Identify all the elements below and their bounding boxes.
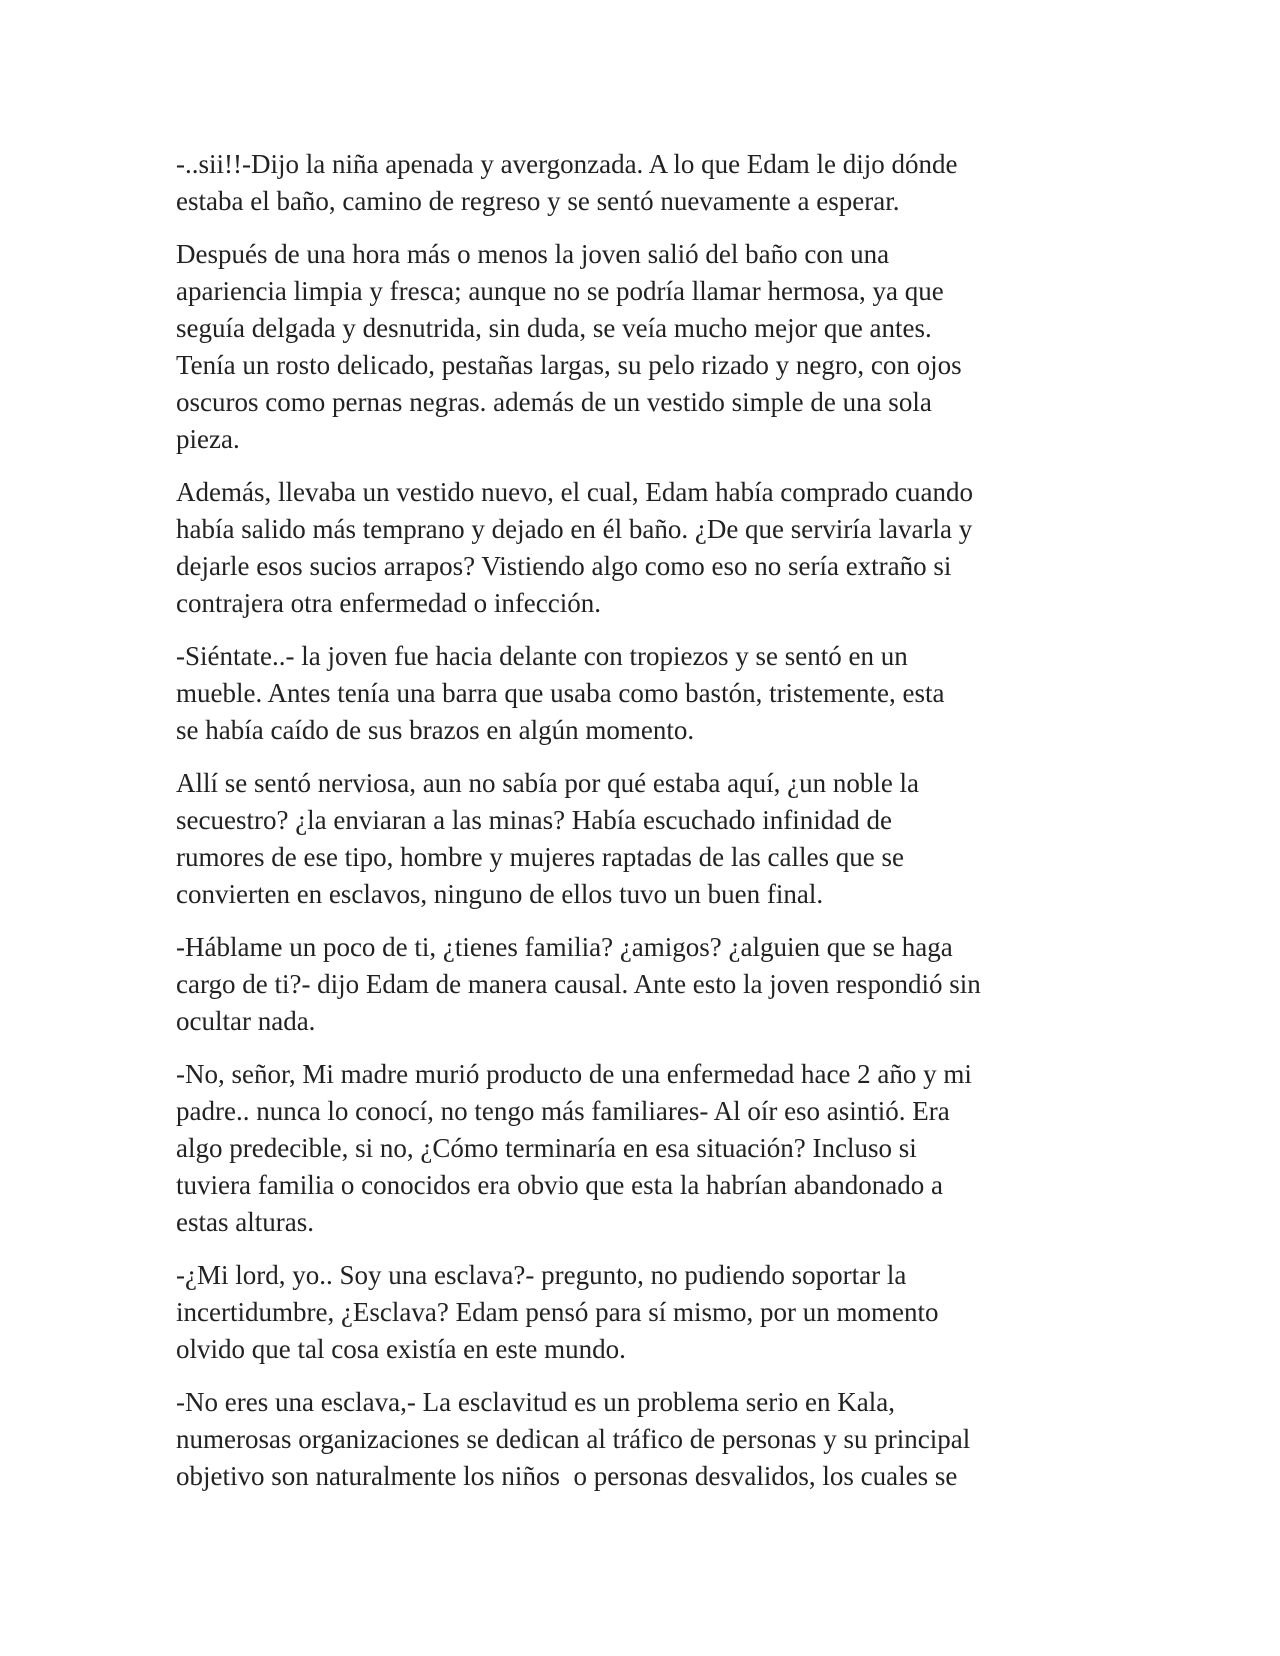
paragraph: [176, 474, 1106, 622]
text-line: numerosas organizaciones se dedican al tráfico de personas y su principal: [176, 1424, 971, 1454]
paragraph: [176, 929, 1106, 1040]
paragraph: [176, 236, 1106, 458]
text-line: estaba el baño, camino de regreso y se sentó nuevamente a esperar.: [176, 186, 900, 216]
text-line: Tenía un rosto delicado, pestañas largas, su pelo rizado y negro, con ojos: [176, 350, 962, 380]
text-line: incertidumbre, ¿Esclava? Edam pensó para sí mismo, por un momento: [176, 1297, 939, 1327]
text-line: olvido que tal cosa existía en este mundo.: [176, 1334, 626, 1364]
text-line: había salido más temprano y dejado en él baño. ¿De que serviría lavarla y: [176, 514, 973, 544]
text-line: -Siéntate..- la joven fue hacia delante con tropiezos y se sentó en un: [176, 641, 908, 671]
text-line: secuestro? ¿la enviaran a las minas? Había escuchado infinidad de: [176, 805, 892, 835]
text-line: padre.. nunca lo conocí, no tengo más familiares- Al oír eso asintió. Era: [176, 1096, 950, 1126]
text-line: seguía delgada y desnutrida, sin duda, se veía mucho mejor que antes.: [176, 313, 932, 343]
text-line: mueble. Antes tenía una barra que usaba como bastón, tristemente, esta: [176, 678, 945, 708]
text-line: -..sii!!-Dijo la niña apenada y avergonzada. A lo que Edam le dijo dónde: [176, 149, 958, 179]
text-line: -¿Mi lord, yo.. Soy una esclava?- pregunto, no pudiendo soportar la: [176, 1260, 907, 1290]
text-line: -Háblame un poco de ti, ¿tienes familia? ¿amigos? ¿alguien que se haga: [176, 932, 953, 962]
text-line: objetivo son naturalmente los niños o personas desvalidos, los cuales se: [176, 1461, 958, 1491]
paragraph: [176, 1056, 1106, 1241]
text-line: Además, llevaba un vestido nuevo, el cual, Edam había comprado cuando: [176, 477, 973, 507]
text-line: -No, señor, Mi madre murió producto de una enfermedad hace 2 año y mi: [176, 1059, 972, 1089]
text-line: oscuros como pernas negras. además de un vestido simple de una sola: [176, 387, 932, 417]
text-line: Allí se sentó nerviosa, aun no sabía por qué estaba aquí, ¿un noble la: [176, 768, 920, 798]
text-line: -No eres una esclava,- La esclavitud es un problema serio en Kala,: [176, 1387, 895, 1417]
text-line: estas alturas.: [176, 1207, 314, 1237]
paragraph: [176, 1257, 1106, 1368]
text-line: contrajera otra enfermedad o infección.: [176, 588, 602, 618]
paragraph: [176, 146, 1106, 220]
text-line: se había caído de sus brazos en algún momento.: [176, 715, 695, 745]
text-line: Después de una hora más o menos la joven salió del baño con una: [176, 239, 890, 269]
text-line: convierten en esclavos, ninguno de ellos tuvo un buen final.: [176, 879, 824, 909]
paragraph: [176, 765, 1106, 913]
text-line: cargo de ti?- dijo Edam de manera causal. Ante esto la joven respondió sin: [176, 969, 981, 999]
text-line: rumores de ese tipo, hombre y mujeres raptadas de las calles que se: [176, 842, 904, 872]
paragraph: [176, 638, 1106, 749]
text-line: algo predecible, si no, ¿Cómo terminaría en esa situación? Incluso si: [176, 1133, 917, 1163]
text-line: ocultar nada.: [176, 1006, 316, 1036]
text-line: dejarle esos sucios arrapos? Vistiendo algo como eso no sería extraño si: [176, 551, 952, 581]
text-line: apariencia limpia y fresca; aunque no se podría llamar hermosa, ya que: [176, 276, 944, 306]
text-line: tuviera familia o conocidos era obvio que esta la habrían abandonado a: [176, 1170, 943, 1200]
text-line: pieza.: [176, 424, 240, 454]
document-page: [176, 146, 1106, 1511]
paragraph: [176, 1384, 1106, 1495]
